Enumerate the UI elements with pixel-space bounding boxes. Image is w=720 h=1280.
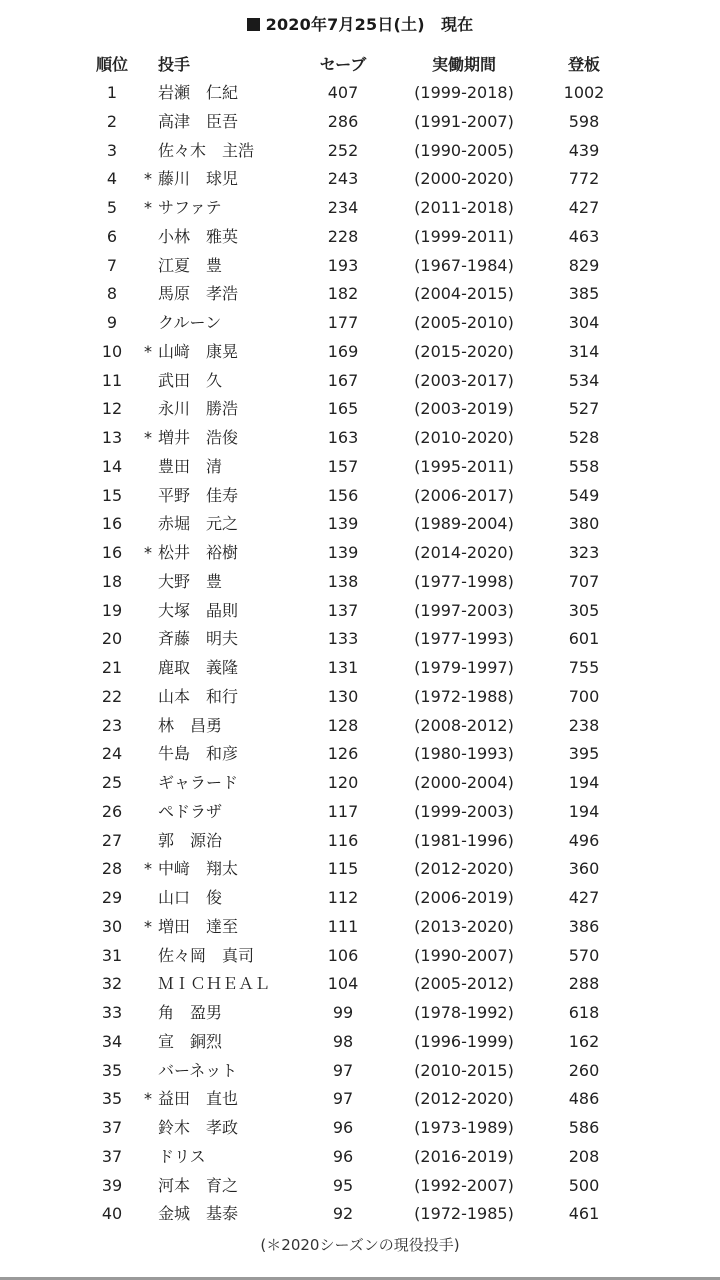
period-cell: (2005-2012) [414, 974, 514, 994]
table-row [0, 252, 720, 281]
table-body [0, 79, 720, 1229]
active-marker: * [144, 916, 152, 936]
table-row [0, 970, 720, 999]
pitcher-name: ＭＩＣＨＥＡＬ [158, 974, 271, 994]
saves-cell: 97 [332, 1089, 354, 1109]
saves-cell: 138 [327, 571, 359, 591]
footnote: (＊2020シーズンの現役投手) [260, 1236, 460, 1254]
period-cell: (2006-2019) [414, 888, 514, 907]
saves-cell: 120 [327, 773, 359, 792]
saves-cell: 193 [327, 255, 359, 275]
saves-cell: 165 [327, 399, 359, 419]
rank-cell: 32 [101, 974, 123, 994]
period-cell: (2012-2020) [414, 859, 514, 879]
pitcher-name: 増井 浩俊 [158, 428, 239, 447]
table-row [0, 1057, 720, 1086]
appearances-cell: 500 [568, 1175, 600, 1195]
pitcher-name: 増田 達至 [158, 916, 239, 936]
appearances-cell: 558 [568, 456, 600, 476]
pitcher-name: サファテ [158, 198, 222, 217]
saves-cell: 156 [327, 485, 359, 505]
saves-cell: 97 [332, 1060, 354, 1080]
saves-cell: 98 [332, 1031, 354, 1051]
period-cell: (1981-1996) [414, 830, 514, 850]
appearances-cell: 386 [568, 916, 600, 936]
table-header [0, 52, 720, 78]
pitcher-name: 斉藤 明夫 [158, 629, 239, 649]
appearances-cell: 208 [568, 1146, 600, 1166]
period-cell: (1991-2007) [414, 111, 514, 131]
header-appearances: 登板 [567, 55, 600, 74]
pitcher-name: 武田 久 [158, 370, 223, 390]
table-row [0, 913, 720, 942]
pitcher-name: バーネット [158, 1060, 238, 1080]
table-row [0, 597, 720, 626]
rank-cell: 30 [101, 916, 123, 936]
appearances-cell: 380 [568, 514, 600, 534]
rank-cell: 20 [101, 629, 123, 649]
appearances-cell: 288 [568, 974, 600, 994]
table-row [0, 999, 720, 1028]
pitcher-name: 角 盈男 [158, 1003, 223, 1022]
table-row [0, 194, 720, 223]
table-row [0, 539, 720, 568]
title-text: 2020年7月25日(土) 現在 [265, 15, 474, 34]
pitcher-name: 永川 勝浩 [158, 399, 239, 419]
saves-cell: 112 [327, 888, 359, 907]
saves-cell: 130 [327, 686, 359, 706]
period-cell: (2000-2004) [414, 773, 514, 792]
saves-ranking-table [0, 52, 720, 1229]
period-cell: (1996-1999) [414, 1031, 514, 1051]
pitcher-name: 山本 和行 [158, 686, 239, 706]
rank-cell: 1 [106, 83, 118, 102]
saves-cell: 99 [332, 1003, 354, 1022]
rank-cell: 21 [101, 658, 123, 677]
table-row [0, 1114, 720, 1143]
table-row [0, 223, 720, 252]
rank-cell: 25 [101, 773, 123, 792]
appearances-cell: 486 [568, 1089, 600, 1109]
pitcher-name: 岩瀬 仁紀 [158, 83, 239, 102]
pitcher-name: ドリス [158, 1146, 206, 1166]
pitcher-name: 大野 豊 [158, 571, 223, 591]
period-cell: (2004-2015) [414, 284, 514, 304]
appearances-cell: 463 [568, 226, 600, 246]
rank-cell: 33 [101, 1003, 123, 1022]
header-rank: 順位 [95, 55, 128, 74]
rank-cell: 29 [101, 888, 123, 907]
saves-cell: 96 [332, 1118, 354, 1137]
active-marker: * [144, 169, 152, 189]
table-row [0, 79, 720, 108]
active-marker: * [144, 198, 152, 217]
period-cell: (2015-2020) [414, 341, 514, 361]
appearances-cell: 194 [568, 773, 600, 792]
pitcher-name: 佐々岡 真司 [158, 945, 255, 965]
rank-cell: 6 [106, 226, 118, 246]
saves-cell: 104 [327, 974, 359, 994]
header-saves: セーブ [319, 55, 367, 74]
period-cell: (1990-2007) [414, 945, 514, 965]
period-cell: (1972-1985) [414, 1204, 514, 1224]
table-row [0, 654, 720, 683]
pitcher-name: 山﨑 康晃 [158, 341, 239, 361]
rank-cell: 11 [101, 370, 123, 390]
appearances-cell: 427 [568, 888, 600, 907]
pitcher-name: ペドラザ [158, 801, 223, 821]
appearances-cell: 601 [568, 629, 600, 649]
saves-cell: 96 [332, 1146, 354, 1166]
appearances-cell: 755 [568, 658, 600, 677]
appearances-cell: 534 [568, 370, 600, 390]
appearances-cell: 528 [568, 428, 600, 447]
saves-cell: 286 [327, 111, 359, 131]
saves-cell: 111 [327, 916, 359, 936]
pitcher-name: 松井 裕樹 [158, 543, 239, 562]
appearances-cell: 496 [568, 830, 600, 850]
pitcher-name: 大塚 晶則 [158, 600, 239, 620]
rank-cell: 24 [101, 744, 123, 764]
period-cell: (1972-1988) [414, 686, 514, 706]
rank-cell: 12 [101, 399, 123, 419]
pitcher-name: クルーン [158, 313, 222, 332]
pitcher-name: 馬原 孝浩 [158, 284, 239, 304]
rank-cell: 19 [101, 600, 123, 620]
table-row [0, 625, 720, 654]
table-row [0, 827, 720, 856]
table-row [0, 1143, 720, 1172]
appearances-cell: 570 [568, 945, 600, 965]
appearances-cell: 618 [568, 1003, 600, 1022]
pitcher-name: 赤堀 元之 [158, 514, 239, 534]
appearances-cell: 1002 [563, 83, 605, 102]
pitcher-name: 藤川 球児 [158, 169, 239, 189]
rank-cell: 31 [101, 945, 123, 965]
appearances-cell: 549 [568, 485, 600, 505]
table-row [0, 367, 720, 396]
active-marker: * [144, 859, 152, 879]
pitcher-name: 金城 基泰 [158, 1204, 239, 1224]
saves-cell: 157 [327, 456, 359, 476]
active-marker: * [144, 543, 152, 562]
appearances-cell: 598 [568, 111, 600, 131]
rank-cell: 3 [106, 140, 118, 160]
table-row [0, 683, 720, 712]
rank-cell: 35 [101, 1089, 123, 1109]
pitcher-name: 益田 直也 [158, 1089, 239, 1109]
appearances-cell: 829 [568, 255, 600, 275]
appearances-cell: 360 [568, 859, 600, 879]
saves-cell: 182 [327, 284, 359, 304]
period-cell: (2013-2020) [414, 916, 514, 936]
saves-cell: 407 [327, 83, 359, 102]
rank-cell: 39 [101, 1175, 123, 1195]
saves-cell: 92 [332, 1204, 354, 1224]
pitcher-name: 豊田 清 [158, 456, 223, 476]
rank-cell: 26 [101, 801, 123, 821]
saves-cell: 243 [327, 169, 359, 189]
rank-cell: 35 [101, 1060, 123, 1080]
saves-cell: 106 [327, 945, 359, 965]
table-row [0, 280, 720, 309]
rank-cell: 37 [101, 1118, 123, 1137]
black-square-icon [247, 18, 260, 31]
rank-cell: 16 [101, 543, 123, 562]
saves-cell: 177 [327, 313, 359, 332]
period-cell: (2016-2019) [414, 1146, 514, 1166]
saves-cell: 167 [327, 370, 359, 390]
pitcher-name: 鹿取 義隆 [158, 658, 239, 677]
period-cell: (2012-2020) [414, 1089, 514, 1109]
period-cell: (1977-1998) [414, 571, 514, 591]
table-row [0, 395, 720, 424]
table-row [0, 1172, 720, 1201]
header-period: 実働期間 [431, 55, 496, 74]
period-cell: (1967-1984) [414, 255, 514, 275]
appearances-cell: 260 [568, 1060, 600, 1080]
saves-cell: 128 [327, 715, 359, 735]
appearances-cell: 427 [568, 198, 600, 217]
rank-cell: 23 [101, 715, 123, 735]
saves-cell: 169 [327, 341, 359, 361]
appearances-cell: 385 [568, 284, 600, 304]
appearances-cell: 304 [568, 313, 600, 332]
pitcher-name: 牛島 和彦 [158, 744, 239, 764]
pitcher-name: 江夏 豊 [158, 255, 223, 275]
appearances-cell: 439 [568, 140, 600, 160]
header-pitcher: 投手 [158, 55, 191, 74]
saves-cell: 115 [327, 859, 359, 879]
table-row [0, 1085, 720, 1114]
rank-cell: 37 [101, 1146, 123, 1166]
rank-cell: 5 [106, 198, 118, 217]
table-row [0, 740, 720, 769]
period-cell: (1997-2003) [414, 600, 514, 620]
appearances-cell: 586 [568, 1118, 600, 1137]
period-cell: (1999-2018) [414, 83, 514, 102]
saves-cell: 139 [327, 543, 359, 562]
table-row [0, 137, 720, 166]
saves-cell: 133 [327, 629, 359, 649]
rank-cell: 27 [101, 830, 123, 850]
pitcher-name: 河本 育之 [158, 1175, 239, 1195]
active-marker: * [144, 1089, 152, 1109]
active-marker: * [144, 341, 152, 361]
period-cell: (2014-2020) [414, 543, 514, 562]
rank-cell: 40 [101, 1204, 123, 1224]
rank-cell: 22 [101, 686, 123, 706]
period-cell: (2003-2019) [414, 399, 514, 419]
period-cell: (1989-2004) [414, 514, 514, 534]
pitcher-name: 中﨑 翔太 [158, 859, 239, 879]
pitcher-name: ギャラード [158, 773, 239, 792]
rank-cell: 18 [101, 571, 123, 591]
rank-cell: 4 [106, 169, 118, 189]
table-row [0, 568, 720, 597]
table-row [0, 309, 720, 338]
table-row [0, 798, 720, 827]
period-cell: (1999-2011) [414, 226, 514, 246]
period-cell: (1995-2011) [414, 456, 514, 476]
pitcher-name: 小林 雅英 [158, 226, 239, 246]
table-row [0, 1028, 720, 1057]
active-marker: * [144, 428, 152, 447]
rank-cell: 8 [106, 284, 118, 304]
appearances-cell: 194 [568, 801, 600, 821]
table-row [0, 453, 720, 482]
period-cell: (1978-1992) [414, 1003, 514, 1022]
rank-cell: 13 [101, 428, 123, 447]
table-row [0, 855, 720, 884]
period-cell: (1977-1993) [414, 629, 514, 649]
saves-cell: 117 [327, 801, 359, 821]
saves-cell: 139 [327, 514, 359, 534]
period-cell: (1980-1993) [414, 744, 514, 764]
period-cell: (2003-2017) [414, 370, 514, 390]
table-row [0, 108, 720, 137]
appearances-cell: 772 [568, 169, 600, 189]
saves-cell: 131 [327, 658, 359, 677]
saves-cell: 95 [332, 1175, 354, 1195]
appearances-cell: 461 [568, 1204, 600, 1224]
period-cell: (2011-2018) [414, 198, 514, 217]
saves-cell: 252 [327, 140, 359, 160]
table-row [0, 942, 720, 971]
saves-cell: 163 [327, 428, 359, 447]
table-row [0, 712, 720, 741]
appearances-cell: 238 [568, 715, 600, 735]
period-cell: (1973-1989) [414, 1118, 514, 1137]
period-cell: (2000-2020) [414, 169, 514, 189]
pitcher-name: 林 昌勇 [158, 715, 223, 735]
appearances-cell: 395 [568, 744, 600, 764]
period-cell: (1992-2007) [414, 1175, 514, 1195]
period-cell: (1979-1997) [414, 658, 514, 677]
period-cell: (2008-2012) [414, 715, 514, 735]
pitcher-name: 高津 臣吾 [158, 111, 239, 131]
appearances-cell: 707 [568, 571, 600, 591]
saves-cell: 137 [327, 600, 359, 620]
page-title [0, 12, 720, 35]
rank-cell: 2 [106, 111, 118, 131]
period-cell: (2006-2017) [414, 485, 514, 505]
rank-cell: 14 [101, 456, 123, 476]
rank-cell: 34 [101, 1031, 123, 1051]
rank-cell: 7 [106, 255, 118, 275]
period-cell: (2010-2015) [414, 1060, 514, 1080]
appearances-cell: 323 [568, 543, 600, 562]
appearances-cell: 162 [568, 1031, 600, 1051]
rank-cell: 28 [101, 859, 123, 879]
table-row [0, 165, 720, 194]
period-cell: (2010-2020) [414, 428, 514, 447]
rank-cell: 10 [101, 341, 123, 361]
pitcher-name: 鈴木 孝政 [158, 1118, 239, 1137]
period-cell: (2005-2010) [414, 313, 514, 332]
table-row [0, 769, 720, 798]
table-row [0, 482, 720, 511]
appearances-cell: 527 [568, 399, 600, 419]
saves-cell: 228 [327, 226, 359, 246]
appearances-cell: 700 [568, 686, 600, 706]
table-row [0, 884, 720, 913]
table-row [0, 510, 720, 539]
period-cell: (1999-2003) [414, 801, 514, 821]
pitcher-name: 佐々木 主浩 [158, 140, 255, 160]
pitcher-name: 郭 源治 [158, 830, 223, 850]
table-row [0, 424, 720, 453]
pitcher-name: 山口 俊 [158, 888, 223, 907]
saves-cell: 116 [327, 830, 359, 850]
rank-cell: 16 [101, 514, 123, 534]
table-row [0, 1200, 720, 1229]
period-cell: (1990-2005) [414, 140, 514, 160]
pitcher-name: 宣 銅烈 [158, 1031, 223, 1051]
appearances-cell: 314 [568, 341, 600, 361]
saves-cell: 126 [327, 744, 359, 764]
saves-cell: 234 [327, 198, 359, 217]
rank-cell: 9 [106, 313, 118, 332]
table-row [0, 338, 720, 367]
appearances-cell: 305 [568, 600, 600, 620]
rank-cell: 15 [101, 485, 123, 505]
pitcher-name: 平野 佳寿 [158, 485, 239, 505]
